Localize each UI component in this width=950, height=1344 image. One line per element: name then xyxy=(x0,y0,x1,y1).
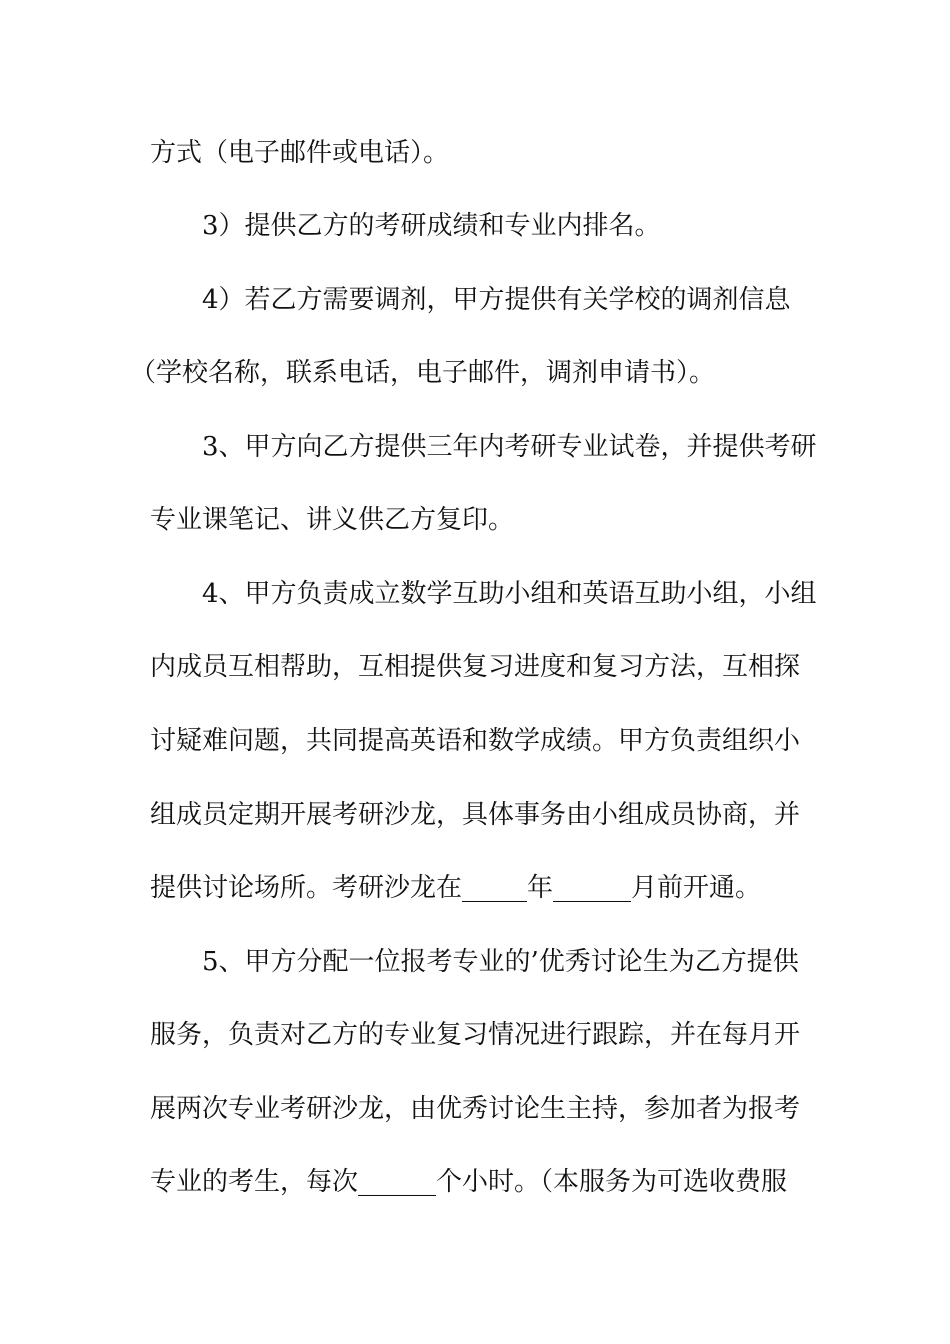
text-line: 专业课笔记、讲义供乙方复印。 xyxy=(150,505,515,535)
text-line: 3）提供乙方的考研成绩和专业内排名。 xyxy=(202,211,661,241)
text-line: 提供讨论场所。考研沙龙在_____年______月前开通。 xyxy=(150,873,762,903)
text-line: 3、甲方向乙方提供三年内考研专业试卷，并提供考研 xyxy=(202,432,817,462)
text-line: 方式（电子邮件或电话）。 xyxy=(150,138,450,168)
text-line: 专业的考生，每次______个小时。（本服务为可选收费服 xyxy=(150,1167,788,1197)
text-line: 内成员互相帮助，互相提供复习进度和复习方法，互相探 xyxy=(150,652,801,682)
text-line: （学校名称，联系电话，电子邮件，调剂申请书）。 xyxy=(130,358,716,388)
text-line: 4）若乙方需要调剂，甲方提供有关学校的调剂信息 xyxy=(202,285,791,315)
text-line: 4、甲方负责成立数学互助小组和英语互助小组，小组 xyxy=(202,579,817,609)
text-line: 服务，负责对乙方的专业复习情况进行跟踪，并在每月开 xyxy=(150,1020,801,1050)
text-line: 5、甲方分配一位报考专业的’优秀讨论生为乙方提供 xyxy=(202,947,799,977)
text-line: 组成员定期开展考研沙龙，具体事务由小组成员协商，并 xyxy=(150,800,801,830)
text-line: 展两次专业考研沙龙，由优秀讨论生主持，参加者为报考 xyxy=(150,1094,801,1124)
text-line: 讨疑难问题，共同提高英语和数学成绩。甲方负责组织小 xyxy=(150,726,801,756)
